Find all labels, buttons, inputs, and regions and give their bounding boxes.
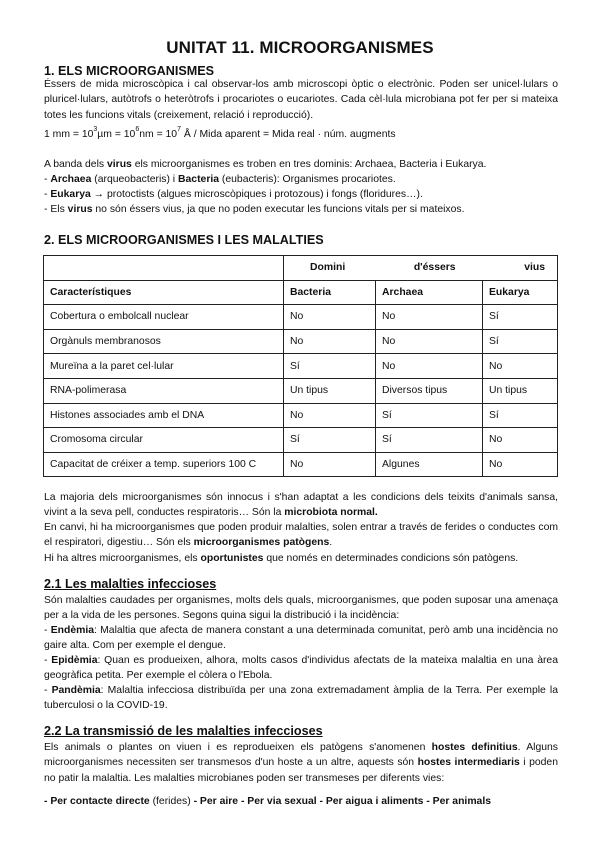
table-row: Cobertura o embolcall nuclear No No Sí <box>44 305 558 330</box>
opportunists-line: Hi ha altres microorganismes, els oportunistes que només en determinades condicions són patògens. <box>44 553 519 564</box>
section-2-2-heading: 2.2 La transmissió de les malalties infeccioses <box>44 724 323 738</box>
table-row: RNA-polimerasa Un tipus Diversos tipus Un tipus <box>44 378 558 403</box>
domain-header-cell: Domini d'éssers vius <box>284 256 558 281</box>
table-domain-row <box>44 256 558 281</box>
bullet-archaea-bacteria: - Archaea (arqueobacteris) i Bacteria (eubacteris): Organismes procariotes. <box>44 174 396 185</box>
unit-formula: 1 mm = $10^3\mu m = 10^6nm = 10^7$ Å / Mida aparent = Mida real · núm. augments <box>44 126 396 140</box>
endemia-item: - Endèmia: Malaltia que afecta de manera constant a una determinada comunitat, però amb una incidència no gaire alta. Com per exemple el dengue. <box>44 625 558 652</box>
pathogens-paragraph: En canvi, hi ha microorganismes que poden produir malalties, solen entrar a través de ferides o conductes com el respiratori, digestiu… Són els microorganismes patògens. <box>44 522 558 549</box>
transmission-paragraph: Els animals o plantes on viuen i es reprodueixen els patògens s'anomenen hostes definitius. Alguns microorganismes necessiten ser transmesos d'un hoste a un altre, aquests són hostes intermediaris i poden no patir la malaltia. Les malalties microbianes poden ser transmeses per diferents vies: <box>44 742 558 784</box>
virus-domains-line: A banda dels virus els microorganismes es troben en tres dominis: Archaea, Bacteria i Eukarya. <box>44 159 487 170</box>
domains-table <box>43 255 558 477</box>
section-1-paragraph: Éssers de mida microscòpica i cal observar-los amb microscopi òptic o electrònic. Poden ser unicel·lulars o pluricel·lulars, autòtrofs o heteròtrofs i procariotes o eucariotes. Cada cèl·lula microbiana pot fer per si mateixa totes les funcions vitals (creixement, relació i reproducció). <box>44 79 558 121</box>
pandemia-item: - Pandèmia: Malaltia infecciosa distribuïda per una zona extremadament àmplia de la Terra. Per exemple la tuberculosi o la COVID-19. <box>44 685 558 712</box>
section-1-heading: 1. ELS MICROORGANISMES <box>44 64 215 78</box>
section-2-1-heading: 2.1 Les malalties infeccioses <box>44 577 217 591</box>
epidemia-item: - Epidèmia: Quan es produeixen, alhora, molts casos d'individus afectats de la mateixa malaltia en una àrea geogràfica petita. Per exemple el còlera o l'Ebola. <box>44 655 558 682</box>
table-row: Cromosoma circular Sí Sí No <box>44 428 558 453</box>
page-title: UNITAT 11. MICROORGANISMES <box>166 38 434 57</box>
transmission-routes: - Per contacte directe (ferides) - Per aire - Per via sexual - Per aigua i aliments - Per animals <box>44 796 492 807</box>
infectious-intro: Són malalties caudades per organismes, molts dels quals, microorganismes, que poden suposar una amenaça per a la vida de les persones. Segons quina sigui la distribució i la incidència: <box>44 595 558 622</box>
table-header-row: Característiques Bacteria Archaea Eukarya <box>44 280 558 305</box>
section-2-heading: 2. ELS MICROORGANISMES I LES MALALTIES <box>44 233 324 247</box>
microbiota-paragraph: La majoria dels microorganismes són innocus i s'han adaptat a les condicions dels teixits d'animals sansa, vivint a la seva pell, conductes respiratoris… Són la microbiota normal. <box>44 492 558 519</box>
bullet-eukarya: - Eukarya → protoctists (algues microscòpiques i protozous) i fongs (floridures…). <box>44 189 423 200</box>
table-row: Histones associades amb el DNA No Sí Sí <box>44 403 558 428</box>
table-row: Orgànuls membranosos No No Sí <box>44 329 558 354</box>
table-row: Mureïna a la paret cel·lular Sí No No <box>44 354 558 379</box>
bullet-virus: - Els virus no són éssers vius, ja que no poden executar les funcions vitals per si mateixos. <box>44 204 465 215</box>
table-row: Capacitat de créixer a temp. superiors 100 C No Algunes No <box>44 452 558 477</box>
